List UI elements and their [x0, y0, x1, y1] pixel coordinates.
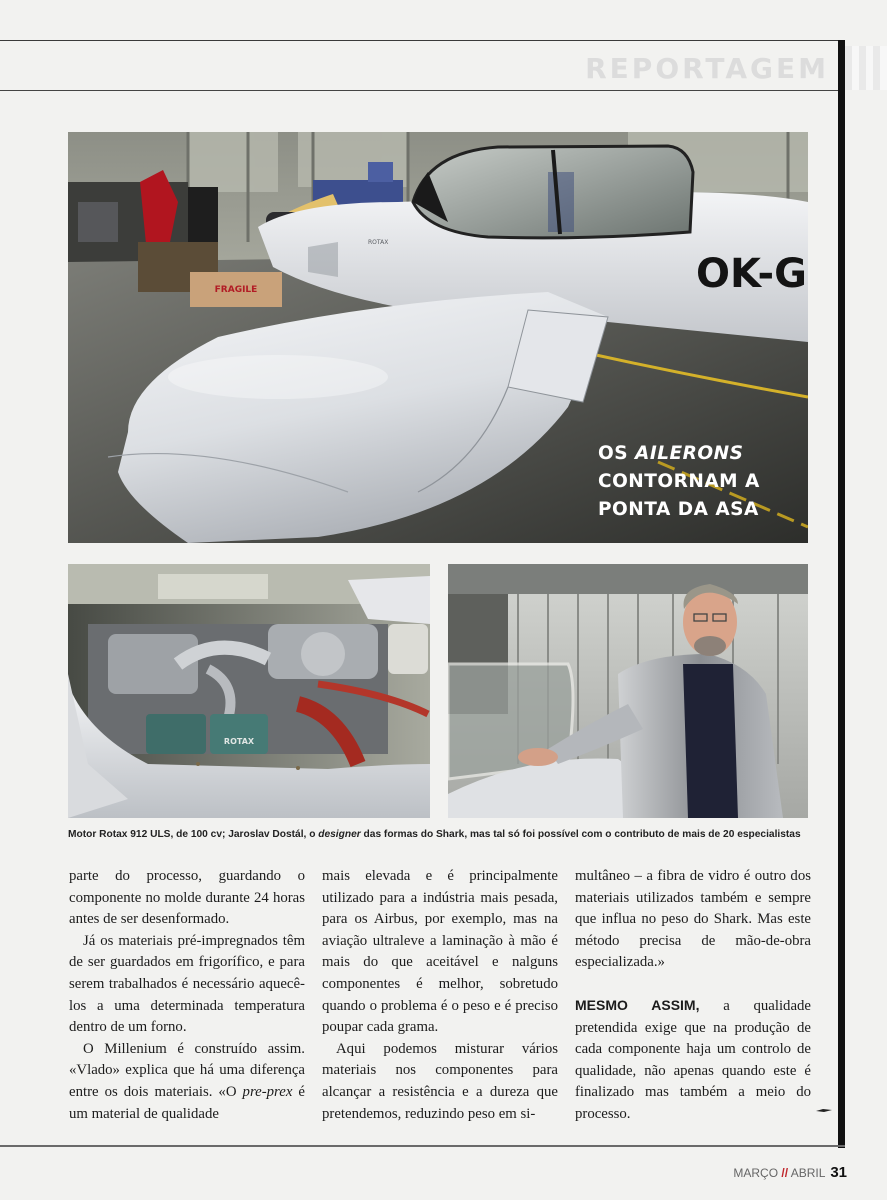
engine-badge: ROTAX	[223, 737, 255, 746]
photo-rotax-engine	[68, 564, 430, 818]
article-column-2	[322, 866, 558, 1125]
page-folio: MARÇO // ABRIL 31	[733, 1164, 847, 1181]
crate-label: FRAGILE	[214, 285, 258, 295]
header-rule	[0, 90, 838, 91]
end-of-article-icon	[816, 1107, 832, 1113]
paragraph: MESMO ASSIM, a qualidade pretendida exige que na produção de cada componente haja um controlo de qualidade, não apenas quando este é finalizado mas também a meio do processo.	[575, 996, 811, 1122]
aircraft-registration: OK-G	[696, 251, 807, 297]
paragraph: Já os materiais pré-impregnados têm de ser guardados em frigorífico, e para serem trabalhados é necessário aquecê-los a uma determinada temperatura dentro de um forno.	[69, 932, 305, 1036]
overlay-line-1: OS AILERONS	[598, 443, 744, 464]
paragraph: parte do processo, guardando o componente no molde durante 24 horas antes de ser desenformado.	[69, 868, 305, 928]
photo-caption: Motor Rotax 912 ULS, de 100 cv; Jaroslav Dostál, o designer das formas do Shark, mas tal só foi possível com o contributo de mais de 20 especialistas	[68, 829, 801, 840]
paragraph: Aqui podemos misturar vários materiais nos componentes para alcançar a resistência e a dureza que pretendemos, reduzindo peso em si-	[322, 1040, 558, 1122]
paragraph: O Millenium é construído assim. «Vlado» explica que há uma diferença entre os dois materiais. «O pre-prex é um material de qualidade	[69, 1040, 305, 1122]
page-edge-right	[838, 40, 845, 1148]
overlay-line-3: PONTA DA ASA	[598, 499, 759, 520]
overlay-line-2: CONTORNAM A	[598, 471, 760, 492]
paragraph: mais elevada e é principalmente utilizado para a indústria mais pesada, para os Airbus, por exemplo, mas na aviação ultraleve a laminação à mão é mais do que aceitável e nalguns componentes é melhor, sobretudo quando o problema é o peso e é preciso poupar cada grama.	[322, 868, 558, 1036]
page-edge-bottom	[0, 1145, 845, 1147]
paragraph: multâneo – a fibra de vidro é outro dos materiais utilizados também e sempre que influa no peso do Shark. Mas este método precisa de mão-de-obra especializada.»	[575, 868, 811, 971]
overlay-italic-word: AILERONS	[635, 443, 744, 464]
section-tag-pattern	[845, 46, 887, 90]
article-column-3	[575, 866, 811, 1126]
photo-overlay-caption	[598, 440, 788, 524]
run-in-heading: MESMO ASSIM,	[575, 996, 700, 1013]
article-column-1	[69, 866, 305, 1125]
fuselage-badge: ROTAX	[368, 239, 389, 246]
page-number: 31	[830, 1164, 847, 1181]
section-tag: REPORTAGEM	[585, 52, 829, 85]
photo-designer-portrait	[448, 564, 808, 818]
